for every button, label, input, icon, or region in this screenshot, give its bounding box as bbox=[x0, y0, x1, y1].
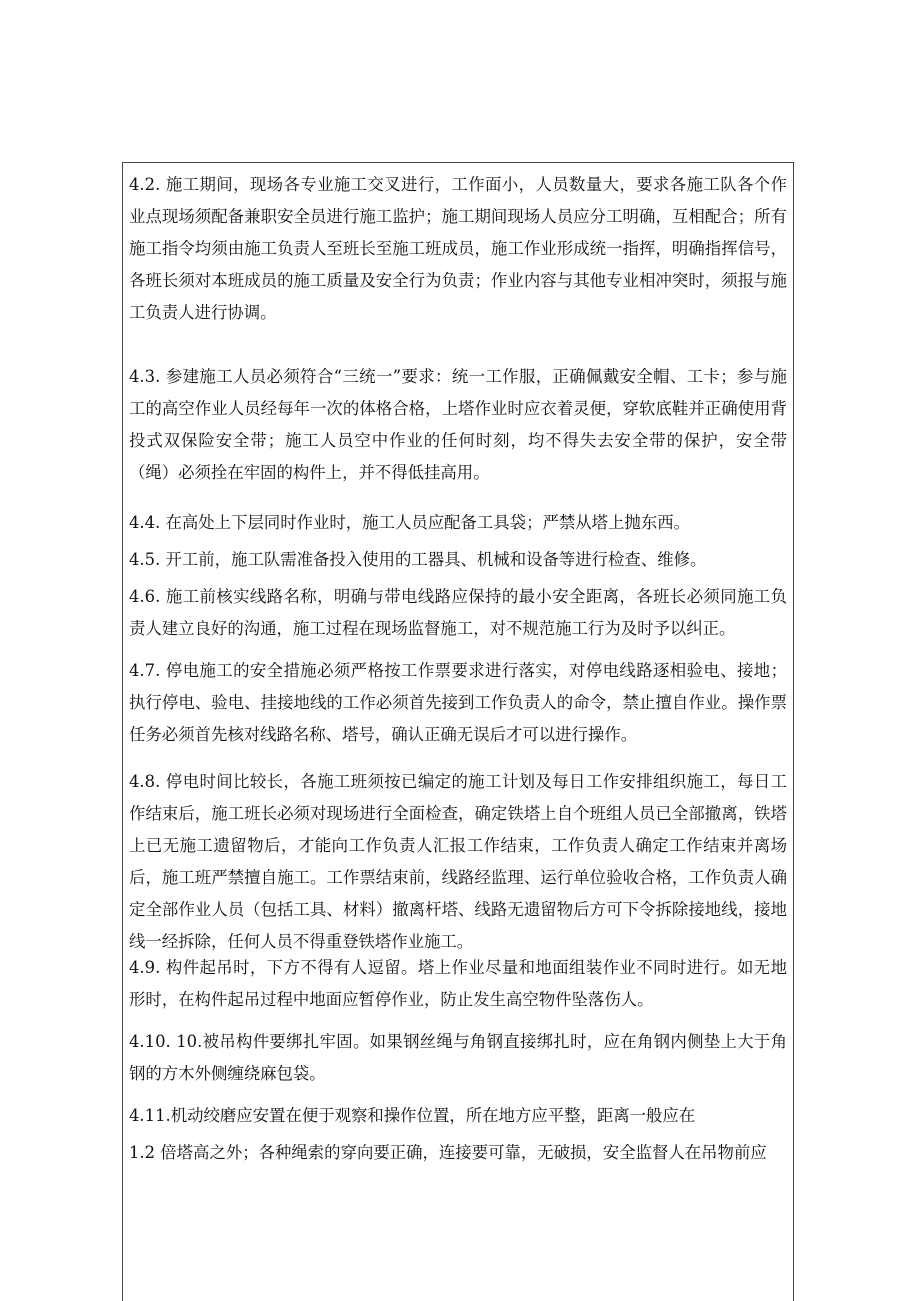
paragraph-4-8: 4.8. 停电时间比较长，各施工班须按已编定的施工计划及每日工作安排组织施工，每日工作结束后，施工班长必须对现场进行全面检查，确定铁塔上自个班组人员已全部撤离，铁塔上已无施工遗留物后，才能向工作负责人汇报工作结束，工作负责人确定工作结束并离场后，施工班严禁擅自施工。工作票结束前，线路经监理、运行单位验收合格，工作负责人确定全部作业人员（包括工具、材料）撤离杆塔、线路无遗留物后方可下令拆除接地线，接地线一经拆除，任何人员不得重登铁塔作业施工。 bbox=[129, 772, 787, 951]
paragraph-4-7: 4.7. 停电施工的安全措施必须严格按工作票要求进行落实，对停电线路逐相验电、接地；执行停电、验电、挂接地线的工作必须首先接到工作负责人的命令，禁止擅自作业。操作票任务必须首先核对线路名称、塔号，确认正确无误后才可以进行操作。 bbox=[129, 661, 787, 744]
paragraph-4-9: 4.9. 构件起吊时，下方不得有人逗留。塔上作业尽量和地面组装作业不同时进行。如无地形时，在构件起吊过程中地面应暂停作业，防止发生高空物件坠落伤人。 bbox=[129, 958, 787, 1009]
paragraph-4-5: 4.5. 开工前，施工队需准备投入使用的工器具、机械和设备等进行检查、维修。 bbox=[129, 550, 707, 569]
paragraph-4-3: 4.3. 参建施工人员必须符合“三统一”要求：统一工作服，正确佩戴安全帽、工卡；参与施工的高空作业人员经每年一次的体格合格，上塔作业时应衣着灵便，穿软底鞋并正确使用背投式双保险安全带；施工人员空中作业的任何时刻，均不得失去安全带的保护，安全带（绳）必须拴在牢固的构件上，并不得低挂高用。 bbox=[129, 367, 787, 482]
paragraph-4-11: 4.11.机动绞磨应安置在便于观察和操作位置，所在地方应平整，距离一般应在 bbox=[129, 1106, 696, 1125]
paragraph-continuation: 1.2 倍塔高之外；各种绳索的穿向要正确，连接要可靠，无破损，安全监督人在吊物前应 bbox=[129, 1143, 767, 1162]
paragraph-4-6: 4.6. 施工前核实线路名称，明确与带电线路应保持的最小安全距离，各班长必须同施工负责人建立良好的沟通，施工过程在现场监督施工，对不规范施工行为及时予以纠正。 bbox=[129, 587, 787, 638]
paragraph-4-4: 4.4. 在高处上下层同时作业时，施工人员应配备工具袋；严禁从塔上抛东西。 bbox=[129, 513, 690, 532]
document-body bbox=[129, 169, 787, 1174]
document-frame bbox=[122, 162, 794, 1301]
paragraph-4-2: 4.2. 施工期间，现场各专业施工交叉进行，工作面小，人员数量大，要求各施工队各个作业点现场须配备兼职安全员进行施工监护；施工期间现场人员应分工明确，互相配合；所有施工指令均须由施工负责人至班长至施工班成员，施工作业形成统一指挥，明确指挥信号，各班长须对本班成员的施工质量及安全行为负责；作业内容与其他专业相冲突时，须报与施工负责人进行协调。 bbox=[129, 175, 787, 322]
paragraph-4-10: 4.10. 10.被吊构件要绑扎牢固。如果钢丝绳与角钢直接绑扎时，应在角钢内侧垫上大于角钢的方木外侧缠绕麻包袋。 bbox=[129, 1032, 787, 1083]
